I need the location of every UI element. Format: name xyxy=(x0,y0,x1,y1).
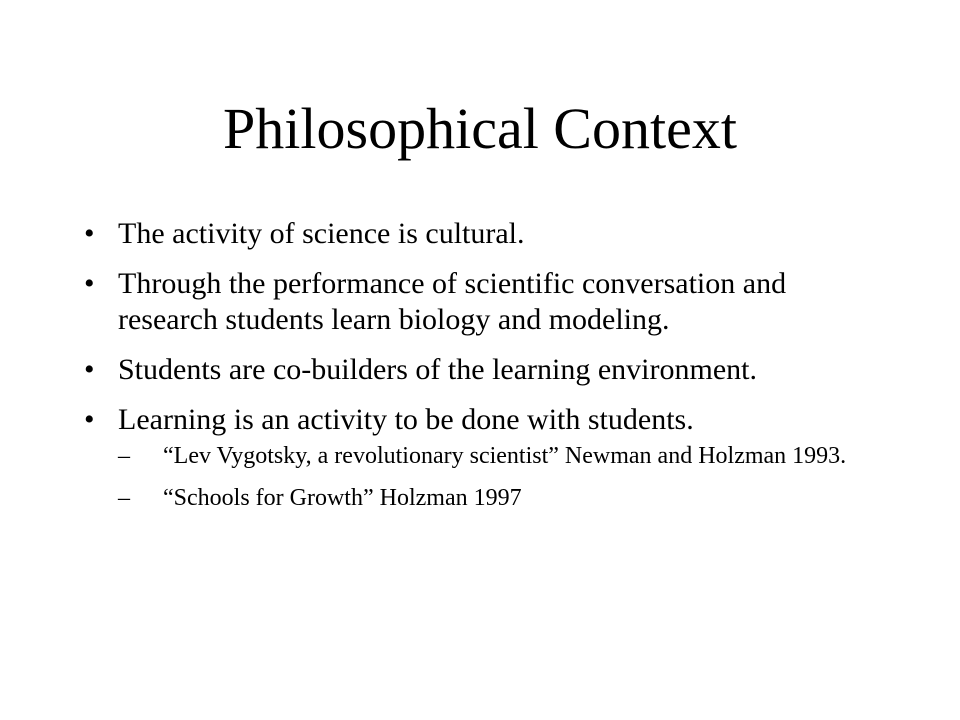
sub-bullet-item xyxy=(118,484,884,512)
bullet-item xyxy=(84,266,884,338)
sub-bullet-list xyxy=(118,442,884,512)
sub-bullet-marker: – xyxy=(118,485,130,511)
bullet-list xyxy=(84,216,884,526)
bullet-marker: • xyxy=(84,353,95,386)
slide-title: Philosophical Context xyxy=(223,96,737,161)
bullet-text: Students are co-builders of the learning environment. xyxy=(118,353,757,386)
bullet-item xyxy=(84,352,884,388)
bullet-text: The activity of science is cultural. xyxy=(118,217,525,250)
bullet-item xyxy=(84,402,884,512)
bullet-marker: • xyxy=(84,267,95,300)
bullet-text: Through the performance of scientific conversation and research students learn biology and modeling. xyxy=(118,267,787,336)
sub-bullet-marker: – xyxy=(118,443,130,469)
bullet-marker: • xyxy=(84,217,95,250)
sub-bullet-item xyxy=(118,442,884,470)
bullet-text: Learning is an activity to be done with students. xyxy=(118,403,694,436)
bullet-item xyxy=(84,216,884,252)
sub-bullet-text: “Schools for Growth” Holzman 1997 xyxy=(163,485,522,511)
sub-bullet-text: “Lev Vygotsky, a revolutionary scientist” Newman and Holzman 1993. xyxy=(163,443,847,469)
bullet-marker: • xyxy=(84,403,95,436)
